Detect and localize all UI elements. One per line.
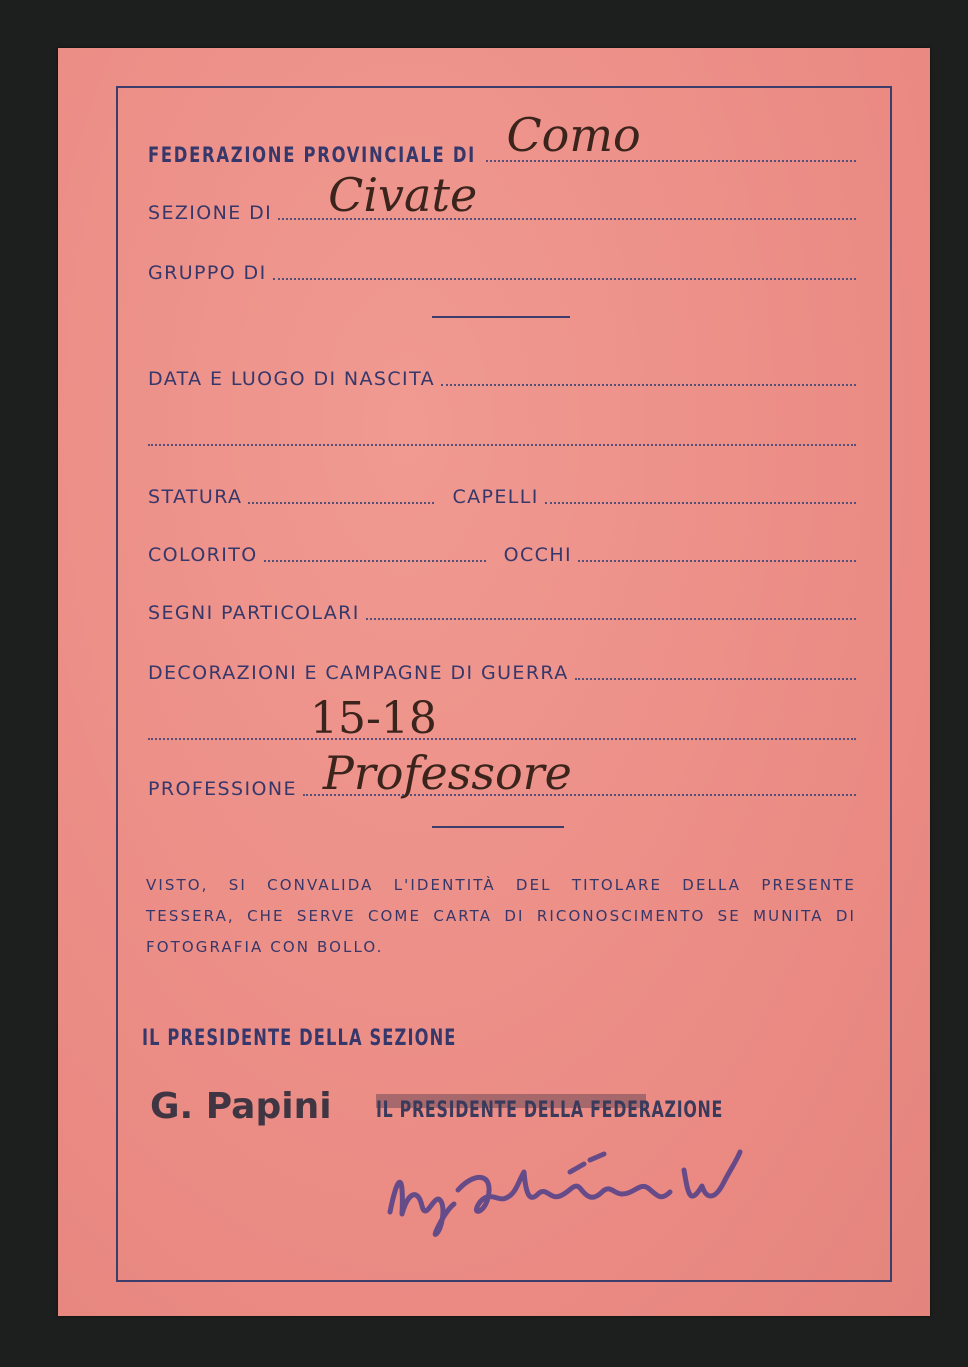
- colorito-label: COLORITO: [148, 544, 258, 566]
- decorazioni-line: [575, 678, 856, 680]
- occhi-line: [578, 560, 856, 562]
- nascita-line: [441, 384, 856, 386]
- occhi-label: OCCHI: [503, 544, 573, 566]
- sezione-row: [148, 168, 856, 224]
- decorazioni-value: 15-18: [310, 693, 437, 744]
- gruppo-row: [148, 244, 856, 284]
- segni-line: [366, 618, 856, 620]
- presidente-sezione-label: IL PRESIDENTE DELLA SEZIONE: [142, 1026, 457, 1051]
- segni-label: SEGNI PARTICOLARI: [148, 602, 360, 624]
- statura-capelli-row: [148, 468, 856, 508]
- membership-card: [58, 48, 930, 1316]
- decorazioni-label: DECORAZIONI E CAMPAGNE DI GUERRA: [148, 662, 569, 684]
- colorito-occhi-row: [148, 526, 856, 566]
- sezione-line: [278, 168, 856, 222]
- statura-label: STATURA: [148, 486, 243, 508]
- sezione-label: SEZIONE DI: [148, 202, 273, 224]
- colorito-line: [264, 560, 486, 562]
- decorazioni-row-2: [148, 693, 856, 744]
- divider-2: [432, 826, 564, 828]
- signature-icon: [384, 1142, 784, 1242]
- presidente-federazione-label: IL PRESIDENTE DELLA FEDERAZIONE: [376, 1098, 724, 1123]
- divider: [432, 316, 570, 318]
- decorazioni-line-2: [148, 693, 856, 744]
- nascita-label: DATA E LUOGO DI NASCITA: [148, 368, 435, 390]
- nascita-row-2: [148, 410, 856, 450]
- federazione-row: [148, 108, 856, 167]
- statura-line: [248, 502, 434, 504]
- federazione-value: Como: [506, 108, 641, 162]
- federazione-label: FEDERAZIONE PROVINCIALE DI: [148, 143, 476, 167]
- papini-stamp: G. Papini: [150, 1086, 332, 1127]
- federazione-line: [486, 108, 856, 162]
- gruppo-line: [273, 278, 856, 280]
- decorazioni-row: [148, 644, 856, 684]
- segni-row: [148, 584, 856, 624]
- capelli-line: [545, 502, 856, 504]
- gruppo-label: GRUPPO DI: [148, 262, 267, 284]
- professione-label: PROFESSIONE: [148, 778, 297, 800]
- nascita-line-2: [148, 444, 856, 446]
- nascita-row: [148, 350, 856, 390]
- validation-notice: VISTO, SI CONVALIDA L'IDENTITÀ DEL TITOLARE DELLA PRESENTE TESSERA, CHE SERVE COME CARTA DI RICONOSCIMENTO SE MUNITA DI FOTOGRAFIA CON BOLLO.: [146, 876, 856, 956]
- capelli-label: CAPELLI: [452, 486, 539, 508]
- sezione-value: Civate: [328, 168, 478, 222]
- professione-row: [148, 746, 856, 800]
- professione-value: Professore: [322, 746, 572, 800]
- professione-line: [303, 746, 856, 800]
